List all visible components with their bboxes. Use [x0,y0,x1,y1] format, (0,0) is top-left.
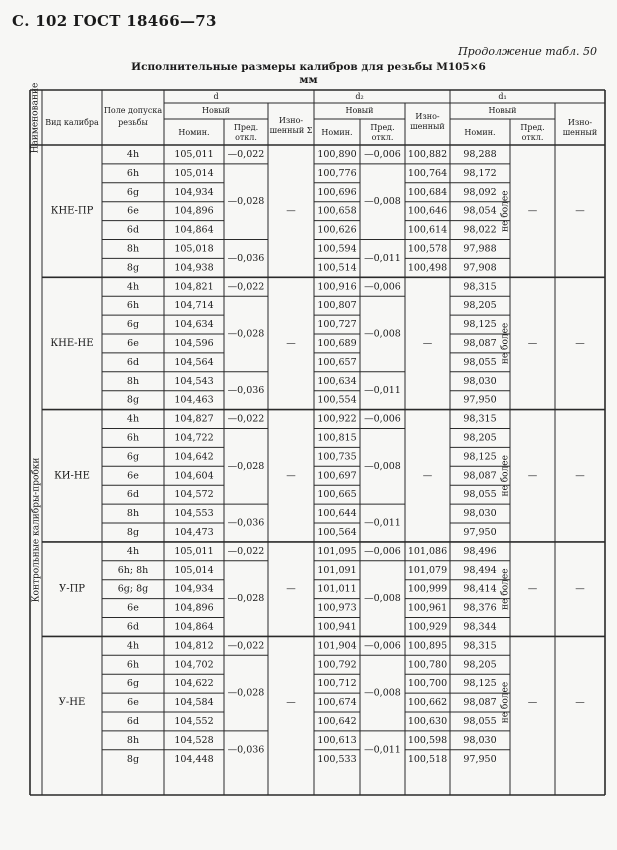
tolerance-field: 8g [126,526,140,538]
calibre-type: У-ПР [58,583,86,595]
d1-nominal: 98,315 [463,413,497,425]
not-more-label: не более [500,190,511,232]
d-nominal: 104,528 [174,734,214,746]
d2-worn: 100,614 [407,224,448,236]
d-deviation: —0,028 [227,460,265,472]
d2-deviation: —0,011 [364,517,401,529]
tolerance-field: 6e [127,697,139,709]
d2-nominal: 100,626 [317,224,357,236]
d-deviation: —0,028 [227,328,265,340]
d2-nominal: 100,554 [317,394,357,406]
d2-nominal: 100,922 [317,413,357,425]
header-pole-dopuska: Поле допуска [103,106,163,115]
d1-nominal: 97,950 [463,394,497,406]
d2-nominal: 100,642 [317,715,357,727]
header-new-d1: Новый [488,106,517,115]
header-new-d: Новый [202,106,230,115]
d2-worn: 101,086 [407,545,448,557]
d1-deviation-dash: — [527,583,538,595]
d-deviation: —0,036 [227,517,265,529]
d-nominal: 104,827 [174,413,214,425]
tolerance-field: 8h [126,375,140,387]
d-nominal: 105,018 [174,243,214,255]
d1-nominal: 97,988 [463,243,497,255]
table-title: Исполнительные размеры калибров для резьбы М105×6 [131,61,486,73]
d1-nominal: 98,055 [463,715,497,727]
d1-nominal: 98,205 [463,659,497,671]
d2-worn: 100,700 [407,678,448,690]
d2-nominal: 101,095 [317,545,357,557]
header-pred-d1: Пред. [520,123,545,132]
d2-worn: 100,646 [407,205,448,217]
d2-nominal: 101,904 [317,640,357,652]
d2-nominal: 100,658 [317,205,357,217]
d2-deviation: —0,011 [364,385,401,397]
d2-nominal: 100,890 [317,148,357,160]
tolerance-field: 6d [126,715,140,727]
d2-nominal: 100,807 [317,300,357,312]
d2-worn: 100,630 [407,715,448,727]
tolerance-field: 4h [126,281,140,293]
d2-worn: 100,518 [407,753,448,765]
tolerance-field: 6d [126,489,140,501]
d2-deviation: —0,006 [364,281,401,293]
d-nominal: 104,821 [174,281,214,293]
d2-worn: 100,999 [407,583,448,595]
d-deviation: —0,028 [227,687,265,699]
d2-deviation: —0,006 [364,413,401,425]
header-new-d2: Новый [345,106,374,115]
d2-nominal: 100,916 [317,281,357,293]
header-d1: d₁ [498,92,507,101]
d1-nominal: 98,288 [463,148,497,160]
header-izn-d2: Изно- [415,112,440,121]
d-nominal: 104,596 [174,337,214,349]
d-nominal: 104,604 [174,470,214,482]
d2-nominal: 100,533 [317,753,357,765]
d-nominal: 104,722 [174,432,214,444]
d1-deviation-dash: — [527,337,538,349]
d2-nominal: 100,727 [317,319,357,331]
d-nominal: 104,622 [174,678,214,690]
d-nominal: 104,934 [174,186,214,198]
d2-worn: 101,079 [407,564,448,576]
d-nominal: 104,543 [174,375,214,387]
d1-nominal: 97,950 [463,526,497,538]
d2-deviation: —0,008 [364,687,401,699]
d-deviation: —0,036 [227,385,265,397]
worn-d-dash: — [286,583,296,595]
header-izn-d: Изно- [278,116,304,125]
d2-nominal: 100,689 [317,337,357,349]
d1-nominal: 98,494 [463,564,497,576]
header-otkl-d2: откл. [371,133,394,142]
d1-nominal: 98,125 [463,451,497,463]
header-izn-d2-2: шенный [410,122,445,131]
tolerance-field: 6d [126,621,140,633]
d1-deviation-dash: — [527,470,538,482]
tolerance-field: 8h [126,508,140,520]
tolerance-field: 8g [126,262,140,274]
header-naimenovanie: Наименование [30,82,41,154]
header-otkl-d: откл. [235,133,257,142]
tolerance-field: 6g [126,678,140,690]
d-nominal: 104,714 [174,300,214,312]
tolerance-field: 8g [126,394,140,406]
d2-nominal: 101,091 [317,564,357,576]
page-header: С. 102 ГОСТ 18466—73 [12,12,217,30]
not-more-label: не более [500,568,511,610]
d2-nominal: 100,815 [317,432,357,444]
d1-nominal: 98,125 [463,678,497,690]
header-vid-kalibra: Вид калибра [45,118,99,127]
d-nominal: 104,552 [174,715,214,727]
d2-nominal: 100,634 [317,375,357,387]
worn-d1-dash: — [575,470,585,482]
d1-nominal: 98,315 [463,640,497,652]
d-nominal: 104,553 [174,508,214,520]
d1-nominal: 98,030 [463,508,497,520]
tolerance-field: 8h [126,734,140,746]
d-nominal: 104,473 [174,526,214,538]
d-nominal: 104,702 [174,659,214,671]
header-d: d [213,92,219,101]
header-nomin-d: Номин. [178,128,210,137]
calibre-type: КНЕ-ПР [50,205,94,217]
d-nominal: 105,011 [174,545,214,557]
d1-nominal: 98,055 [463,489,497,501]
d2-nominal: 100,973 [317,602,357,614]
d2-nominal: 100,776 [317,167,357,179]
d2-worn: 100,684 [407,186,448,198]
header-nomin-d1: Номин. [464,128,496,137]
d2-nominal: 100,792 [317,659,357,671]
d-nominal: 104,864 [174,621,214,633]
d-nominal: 104,896 [174,602,214,614]
tolerance-field: 6d [126,356,140,368]
header-otkl-d1: откл. [521,133,544,142]
d-nominal: 104,864 [174,224,214,236]
d1-nominal: 97,950 [463,753,497,765]
d2-worn: 100,895 [407,640,448,652]
tolerance-field: 8g [126,753,140,765]
d1-nominal: 98,125 [463,319,497,331]
d1-deviation-dash: — [527,205,538,217]
side-label: Контрольные калибры-пробки [31,457,42,603]
d2-worn: 100,780 [407,659,448,671]
d2-worn: 100,598 [407,734,448,746]
d1-nominal: 98,496 [463,545,497,557]
d-nominal: 104,564 [174,356,214,368]
d1-nominal: 98,344 [463,621,497,633]
tolerance-field: 6e [127,337,139,349]
not-more-label: не более [500,455,511,497]
d2-deviation: —0,008 [364,328,401,340]
header-pole-dopuska-2: резьбы [118,118,148,127]
d2-nominal: 100,674 [317,697,357,709]
d-nominal: 105,014 [174,564,214,576]
tolerance-field: 6h [126,167,140,179]
not-more-label: не более [500,681,511,724]
d2-worn: 100,578 [407,243,448,255]
d1-nominal: 98,092 [463,186,497,198]
d2-nominal: 100,613 [317,734,357,746]
worn-d-dash: — [286,697,296,709]
tolerance-field: 6h [126,300,140,312]
tolerance-field: 6g [126,319,140,331]
d-deviation: —0,022 [227,640,265,652]
worn-d-dash: — [286,470,296,482]
d2-nominal: 100,594 [317,243,357,255]
d-nominal: 104,642 [174,451,214,463]
tolerance-field: 4h [126,148,140,160]
d1-nominal: 98,205 [463,432,497,444]
tolerance-field: 4h [126,640,140,652]
header-pred-d: Пред. [233,123,259,132]
tolerance-field: 4h [126,545,140,557]
calibre-type: КИ-НЕ [54,470,90,482]
tolerance-field: 6e [127,205,139,217]
d-nominal: 104,938 [174,262,214,274]
d-nominal: 104,448 [174,753,214,765]
d-nominal: 104,572 [174,489,214,501]
d2-deviation: —0,011 [364,252,401,264]
tolerance-field: 6h; 8h [117,564,149,576]
tolerance-field: 8h [126,243,140,255]
d1-nominal: 98,030 [463,375,497,387]
d-deviation: —0,028 [227,593,265,605]
d-deviation: —0,036 [227,252,265,264]
d1-nominal: 98,205 [463,300,497,312]
d-nominal: 104,584 [174,697,214,709]
not-more-label: не более [500,322,511,365]
tolerance-field: 6h [126,432,140,444]
d2-nominal: 100,735 [317,451,357,463]
d-nominal: 105,014 [174,167,214,179]
d-deviation: —0,022 [227,545,265,557]
tolerance-field: 6d [126,224,140,236]
d1-nominal: 98,055 [463,356,497,368]
d-deviation: —0,022 [227,413,265,425]
d2-deviation: —0,006 [364,640,401,652]
calibre-type: У-НЕ [58,697,86,709]
calibre-type: КНЕ-НЕ [50,337,94,349]
d-nominal: 104,812 [174,640,214,652]
header-izn-d1: Изно- [567,118,593,127]
worn-d2-dash: — [422,337,433,349]
d2-deviation: —0,008 [364,460,401,472]
d2-worn: 100,764 [407,167,448,179]
worn-d1-dash: — [575,337,585,349]
d2-nominal: 100,696 [317,186,357,198]
d2-deviation: —0,006 [364,148,401,160]
d1-nominal: 97,908 [463,262,497,274]
d1-nominal: 98,414 [463,583,497,595]
header-izn-d1-2: шенный [562,128,598,137]
tolerance-field: 6g [126,451,140,463]
d-deviation: —0,022 [227,281,265,293]
header-d2: d₂ [355,92,364,101]
d1-nominal: 98,087 [463,470,497,482]
tolerance-field: 4h [126,413,140,425]
d-nominal: 104,934 [174,583,214,595]
d-nominal: 104,463 [174,394,214,406]
header-pred-d2: Пред. [370,123,395,132]
worn-d-dash: — [286,205,296,217]
d-deviation: —0,022 [227,148,265,160]
unit-label: мм [299,74,318,86]
d2-worn: 100,961 [407,602,448,614]
worn-d-dash: — [286,337,296,349]
d2-nominal: 100,564 [317,526,357,538]
d1-nominal: 98,087 [463,697,497,709]
d2-deviation: —0,008 [364,593,401,605]
d2-nominal: 100,697 [317,470,357,482]
worn-d1-dash: — [575,697,585,709]
continuation-label: Продолжение табл. 50 [458,45,597,58]
worn-d1-dash: — [575,583,585,595]
d1-nominal: 98,087 [463,337,497,349]
d2-deviation: —0,008 [364,196,401,208]
d2-nominal: 100,514 [317,262,357,274]
d1-nominal: 98,054 [463,205,497,217]
d2-nominal: 100,657 [317,356,357,368]
d2-nominal: 101,011 [317,583,357,595]
header-izn-d-2: шенный Σ [269,126,313,135]
worn-d1-dash: — [575,205,585,217]
d-nominal: 105,011 [174,148,214,160]
d2-worn: 100,882 [407,148,448,160]
d2-deviation: —0,011 [364,744,401,756]
d-nominal: 104,634 [174,319,214,331]
d2-worn: 100,498 [407,262,448,274]
tolerance-field: 6g; 8g [117,583,149,595]
d-nominal: 104,896 [174,205,214,217]
d1-nominal: 98,022 [463,224,497,236]
d1-nominal: 98,030 [463,734,497,746]
d2-nominal: 100,665 [317,489,357,501]
d1-nominal: 98,172 [463,167,497,179]
tolerance-field: 6e [127,602,139,614]
tolerance-field: 6h [126,659,140,671]
d1-nominal: 98,315 [463,281,497,293]
header-nomin-d2: Номин. [321,128,353,137]
d2-worn: 100,662 [407,697,448,709]
d-deviation: —0,036 [227,744,265,756]
tolerance-field: 6e [127,470,139,482]
d2-worn: 100,929 [407,621,448,633]
d-deviation: —0,028 [227,196,265,208]
d2-nominal: 100,712 [317,678,357,690]
d2-nominal: 100,941 [317,621,357,633]
d1-deviation-dash: — [527,697,538,709]
d2-nominal: 100,644 [317,508,357,520]
worn-d2-dash: — [422,470,433,482]
tolerance-field: 6g [126,186,140,198]
d1-nominal: 98,376 [463,602,497,614]
d2-deviation: —0,006 [364,545,401,557]
